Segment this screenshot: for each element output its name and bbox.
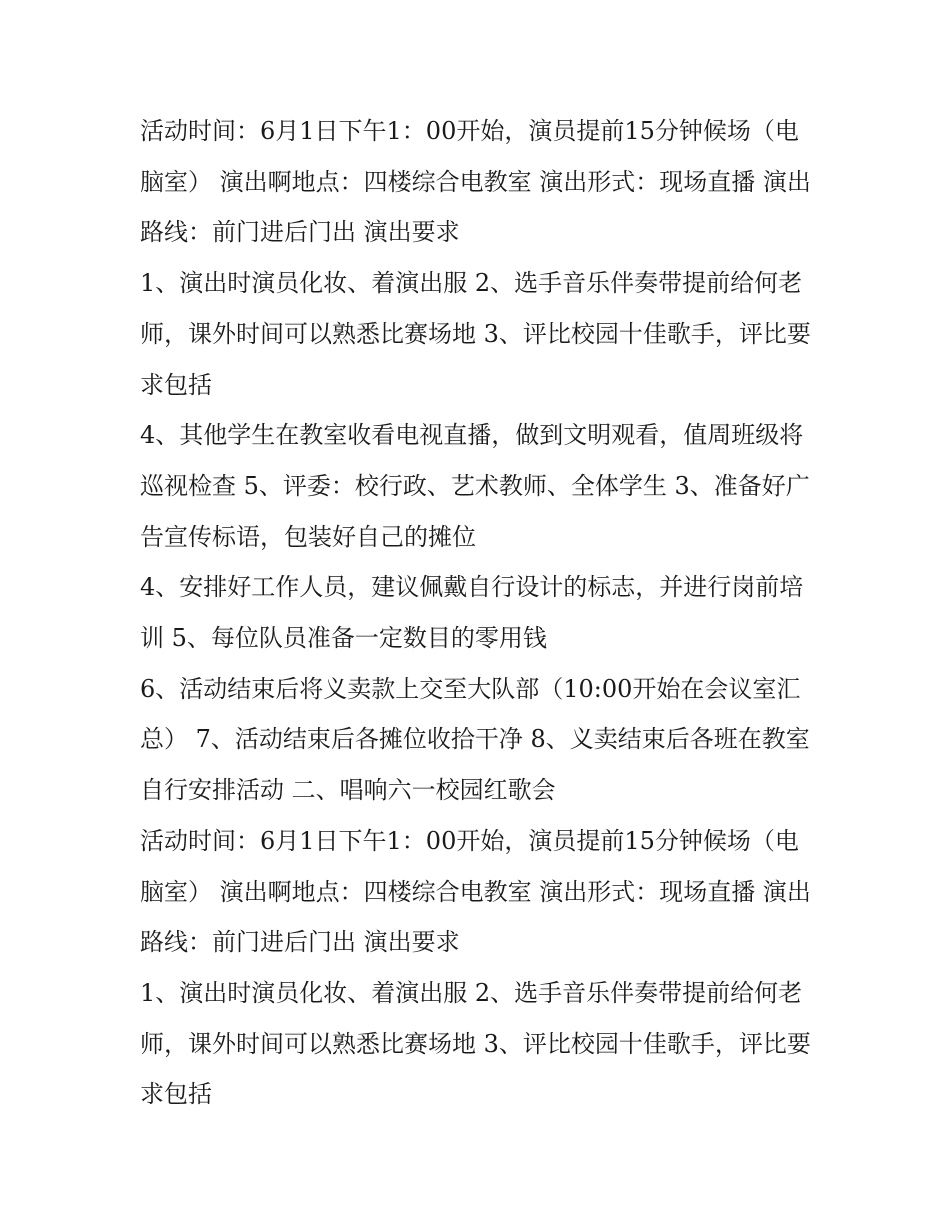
paragraph-staff-arrangement: 4、安排好工作人员，建议佩戴自行设计的标志，并进行岗前培训 5、每位队员准备一定数目的零用钱	[140, 573, 804, 653]
document-body	[140, 106, 820, 1120]
paragraph-performance-requirements: 1、演出时演员化妆、着演出服 2、选手音乐伴奏带提前给何老师，课外时间可以熟悉比赛场地 3、评比校园十佳歌手，评比要求包括	[140, 269, 811, 399]
paragraph-performance-requirements-repeat: 1、演出时演员化妆、着演出服 2、选手音乐伴奏带提前给何老师，课外时间可以熟悉比赛场地 3、评比校园十佳歌手，评比要求包括	[140, 978, 811, 1109]
paragraph-activity-time: 活动时间：6月1日下午1：00开始，演员提前15分钟候场（电脑室） 演出啊地点：四楼综合电教室 演出形式：现场直播 演出路线：前门进后门出 演出要求	[140, 117, 811, 247]
paragraph-activity-time-repeat: 活动时间：6月1日下午1：00开始，演员提前15分钟候场（电脑室） 演出啊地点：四楼综合电教室 演出形式：现场直播 演出路线：前门进后门出 演出要求	[140, 826, 811, 957]
paragraph-viewing-and-judges: 4、其他学生在教室收看电视直播，做到文明观看，值周班级将巡视检查 5、评委：校行政、艺术教师、全体学生 3、准备好广告宣传标语，包装好自己的摊位	[140, 421, 810, 551]
paragraph-after-activity: 6、活动结束后将义卖款上交至大队部（10:00开始在会议室汇总） 7、活动结束后各摊位收拾干净 8、义卖结束后各班在教室自行安排活动 二、唱响六一校园红歌会	[140, 674, 810, 805]
